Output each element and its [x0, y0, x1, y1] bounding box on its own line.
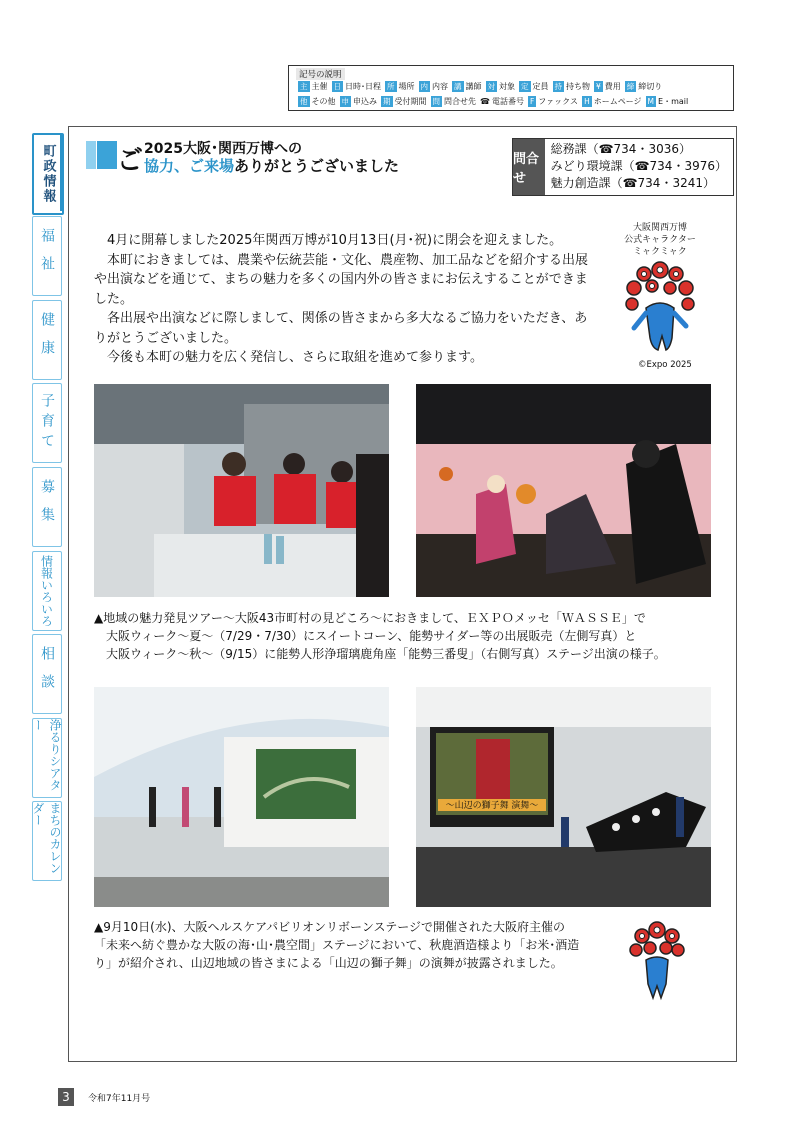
photo-shishimai	[416, 687, 711, 907]
page-title-line2: 協力、ご来場ありがとうございました	[144, 157, 400, 175]
legend-row-1	[298, 80, 662, 92]
character-caption: 大阪関西万博 公式キャラクター ミャクミャク	[624, 223, 696, 257]
legend-item: 他 その他	[300, 96, 336, 106]
legend-item: 持 持ち物	[554, 81, 590, 91]
photo-reborn-stage	[94, 687, 389, 907]
paragraph: 4月に開幕しました2025年関西万博が10月13日(月･祝)に閉会を迎えました。	[107, 233, 563, 248]
legend-item: 内 内容	[420, 81, 448, 91]
legend-item: M E・mail	[647, 96, 689, 106]
legend-item: 対 対象	[487, 81, 515, 91]
header-accent-dark	[97, 141, 117, 169]
tab-info[interactable]: 情報いろいろ	[32, 551, 62, 631]
contact-label: 問合せ	[513, 139, 545, 195]
contact-item: 総務課（☎734・3036）	[550, 142, 691, 156]
contact-item: みどり環境課（☎734・3976）	[550, 159, 727, 173]
legend-item: 定 定員	[521, 81, 549, 91]
page-title-line1: 2025大阪･関西万博への	[144, 141, 302, 157]
contact-item: 魅力創造課（☎734・3241）	[550, 176, 715, 190]
tab-health[interactable]: 健康	[32, 300, 62, 380]
tab-childcare[interactable]: 子育て	[32, 383, 62, 463]
issue-label: 令和7年11月号	[88, 1094, 151, 1104]
legend-item: 問 問合せ先	[432, 96, 476, 106]
legend-item: 締 締切り	[626, 81, 663, 91]
legend-row-2	[298, 95, 688, 107]
legend-item: H ホームページ	[584, 96, 642, 106]
tab-recruit[interactable]: 募集	[32, 467, 62, 547]
photo-stage-performance	[416, 384, 711, 597]
legend-item: 申 申込み	[341, 96, 377, 106]
tab-welfare[interactable]: 福祉	[32, 216, 62, 296]
header-accent-light	[86, 141, 96, 169]
article-body	[94, 231, 590, 368]
page-number: 3	[58, 1088, 74, 1106]
phone-icon: ☎	[480, 96, 490, 106]
contact-list	[545, 139, 733, 195]
contact-box	[512, 138, 734, 196]
screen-caption: ～山辺の獅子舞 演舞～	[445, 801, 539, 811]
legend-item: 講 講師	[454, 81, 482, 91]
paragraph: 各出展や出演などに際しまして、関係の皆さまから多大なるご協力をいただき、ありがとうございました。	[94, 311, 588, 346]
legend-item: 主 主催	[300, 81, 328, 91]
tab-consult[interactable]: 相談	[32, 634, 62, 714]
photo-caption-1: ▲地域の魅力発見ツアー～大阪43市町村の見どころ～におきまして、ＥＸＰＯメッセ「ＷＡＳＳＥ」で 大阪ウィーク～夏～（7/29・7/30）にスイートコーン、能勢サイダー等の出展販売（左側写真）と 大阪ウィーク～秋～（9/15）に能勢人形浄瑠璃鹿角座「能勢三番叟」（右側写真）ステージ出演の様子。	[94, 611, 666, 661]
photo-caption-2: ▲9月10日(水)、大阪ヘルスケアパビリオンリボーンステージで開催された大阪府主催の 「未来へ紡ぐ豊かな大阪の海･山･農空間」ステージにおいて、秋鹿酒造様より「お米･酒造 り」が紹介され、山辺地域の皆さまによる「山辺の獅子舞」の演舞が披露されました。	[94, 920, 580, 970]
legend-item: 所 場所	[387, 81, 415, 91]
legend-item: ¥ 費用	[596, 81, 621, 91]
photo-expo-booth	[94, 384, 389, 597]
tab-theater[interactable]: 浄るりシアター	[32, 718, 62, 798]
mascot-illustration	[622, 258, 698, 358]
legend-item: 日 日時･日程	[333, 81, 381, 91]
paragraph: 本町におきましては、農業や伝統芸能・文化、農産物、加工品などを紹介する出展や出演などを通じて、まちの魅力を多くの国内外の皆さまにお伝えすることができました。	[94, 252, 589, 307]
header-initial: ご	[117, 146, 144, 176]
tab-active-marker	[60, 133, 62, 211]
legend-title: 記号の説明	[296, 68, 345, 80]
tab-calendar[interactable]: まちのカレンダー	[32, 801, 62, 881]
legend-item: ☎ 電話番号	[480, 96, 524, 106]
tab-town-info[interactable]: 町政情報	[32, 133, 64, 215]
legend-item: F ファックス	[529, 96, 579, 106]
legend-item: 期 受付期間	[383, 96, 427, 106]
paragraph: 今後も本町の魅力を広く発信し、さらに取組を進めて参ります。	[107, 350, 483, 365]
copyright: ©Expo 2025	[638, 360, 692, 370]
mascot-illustration-2	[628, 918, 686, 1002]
